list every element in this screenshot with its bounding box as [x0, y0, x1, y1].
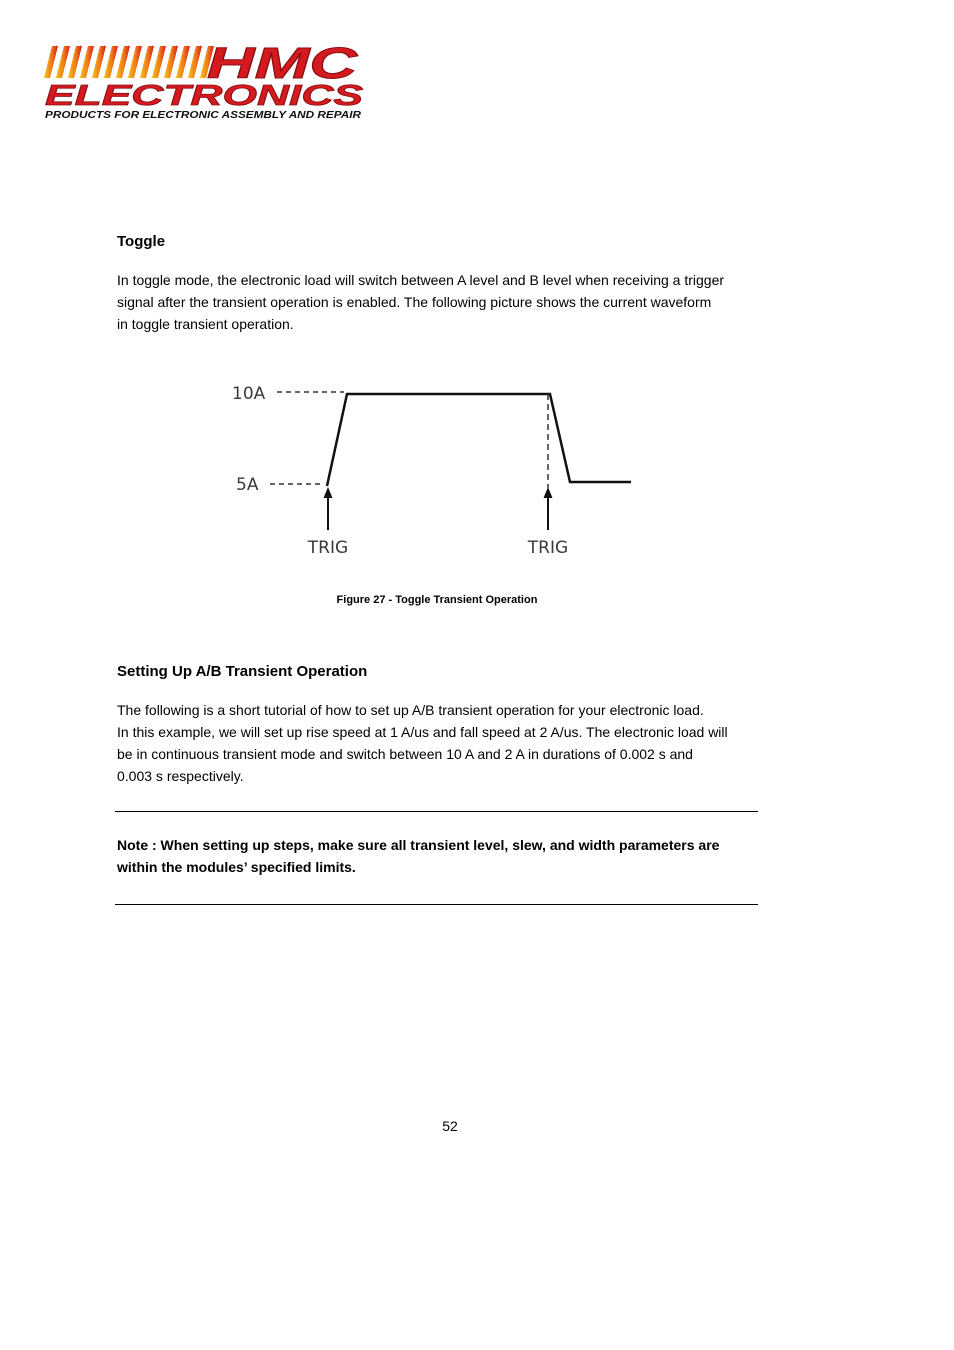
section-heading-setup: Setting Up A/B Transient Operation: [117, 663, 368, 680]
current-waveform: [327, 394, 631, 486]
toggle-paragraph: [117, 269, 767, 335]
page-number: 52: [442, 1118, 458, 1134]
paragraph-line: The following is a short tutorial of how to set up A/B transient operation for your electronic load.: [117, 702, 704, 718]
trigger-arrow-1: [324, 487, 333, 530]
note-box: [117, 834, 757, 878]
paragraph-line: In this example, we will set up rise speed at 1 A/us and fall speed at 2 A/us. The electronic load will: [117, 724, 728, 740]
logo-brand: HMC: [207, 44, 359, 88]
paragraph-line: 0.003 s respectively.: [117, 768, 244, 784]
company-logo: [44, 44, 366, 120]
paragraph-line: In toggle mode, the electronic load will switch between A level and B level when receiving a trigger: [117, 272, 725, 288]
figure-caption: Figure 27 - Toggle Transient Operation: [336, 594, 538, 606]
note-bottom-rule: [115, 904, 758, 905]
paragraph-line: signal after the transient operation is enabled. The following picture shows the current waveform: [117, 294, 712, 310]
setup-paragraph: [117, 699, 767, 787]
note-line: Note : When setting up steps, make sure all transient level, slew, and width parameters are: [117, 837, 720, 853]
logo-sub: ELECTRONICS: [45, 80, 365, 112]
logo-tagline: PRODUCTS FOR ELECTRONIC ASSEMBLY AND REPAIR: [45, 109, 362, 120]
note-top-rule: [115, 811, 758, 812]
paragraph-line: in toggle transient operation.: [117, 316, 294, 332]
section-heading-toggle: Toggle: [117, 233, 166, 250]
trigger-arrow-2: [544, 487, 553, 530]
trigger-label-1: TRIG: [307, 538, 349, 558]
level-label-low: 5A: [236, 475, 259, 495]
logo-stripes: [44, 46, 214, 78]
level-label-high: 10A: [232, 384, 266, 404]
trigger-label-2: TRIG: [527, 538, 569, 558]
note-line: within the modules’ specified limits.: [117, 859, 356, 875]
paragraph-line: be in continuous transient mode and switch between 10 A and 2 A in durations of 0.002 s and: [117, 746, 693, 762]
toggle-waveform-figure: [220, 372, 640, 562]
